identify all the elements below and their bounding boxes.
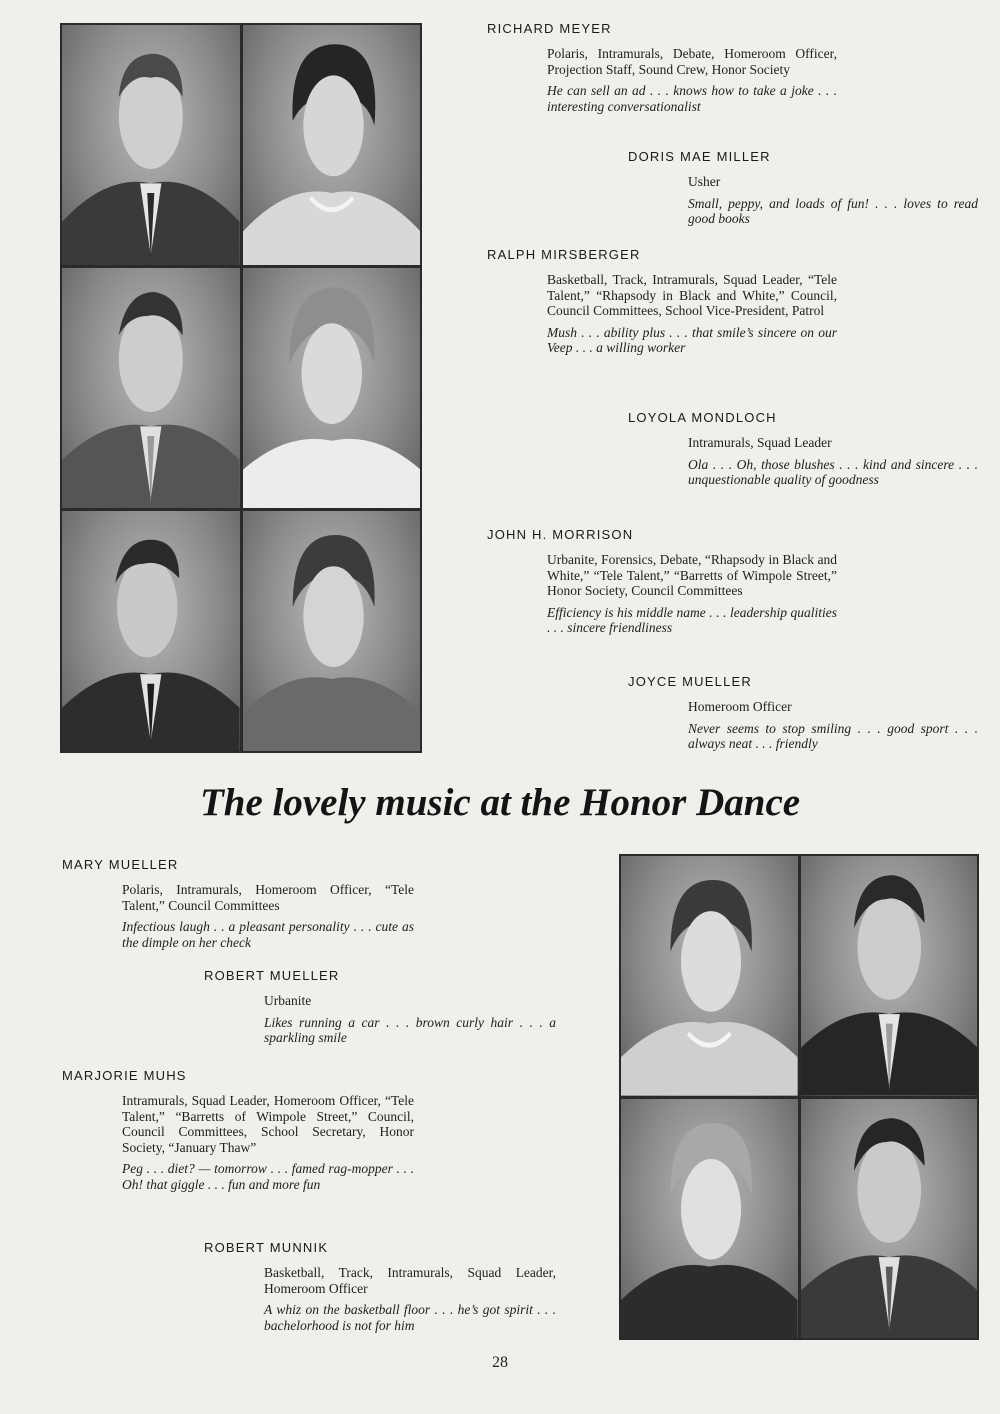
entry-robert-munnik <box>204 1240 556 1333</box>
photo-grid-bottom <box>619 854 979 1340</box>
photo-john-h-morrison <box>62 511 240 751</box>
photo-loyola-mondloch <box>243 268 421 508</box>
student-activities: Polaris, Intramurals, Homeroom Officer, “Tele Talent,” Council Committees <box>122 882 414 913</box>
student-quote: Peg . . . diet? — tomorrow . . . famed rag-mopper . . . Oh! that giggle . . . fun and more fun <box>122 1161 414 1192</box>
student-name: MARY MUELLER <box>62 857 179 872</box>
entry-mary-mueller <box>62 857 414 950</box>
student-quote: Ola . . . Oh, those blushes . . . kind and sincere . . . unquestionable quality of goodness <box>688 456 978 487</box>
photo-grid-top <box>60 23 422 753</box>
photo-richard-meyer <box>62 25 240 265</box>
student-name: MARJORIE MUHS <box>62 1068 187 1083</box>
entry-loyola-mondloch <box>628 410 978 488</box>
page-number: 28 <box>492 1354 508 1371</box>
student-activities: Urbanite <box>264 993 312 1008</box>
student-quote: Efficiency is his middle name . . . leadership qualities . . . sincere friendliness <box>547 604 837 635</box>
photo-joyce-mueller <box>243 511 421 751</box>
student-activities: Basketball, Track, Intramurals, Squad Leader, Homeroom Officer <box>264 1265 556 1296</box>
student-quote: Likes running a car . . . brown curly hair . . . a sparkling smile <box>264 1014 556 1045</box>
student-quote: Mush . . . ability plus . . . that smile’s sincere on our Veep . . . a willing worker <box>547 324 837 355</box>
entry-doris-mae-miller <box>628 149 978 227</box>
student-activities: Usher <box>688 174 721 189</box>
student-activities: Intramurals, Squad Leader, Homeroom Officer, “Tele Talent,” “Barretts of Wimpole Street,” Council, Council Committees, School Secretary, Honor Society, “January Thaw” <box>122 1093 414 1155</box>
entry-richard-meyer <box>487 21 837 114</box>
student-activities: Intramurals, Squad Leader <box>688 435 832 450</box>
student-name: JOHN H. MORRISON <box>487 527 634 542</box>
entry-joyce-mueller <box>628 674 978 752</box>
entry-john-h-morrison <box>487 527 837 636</box>
entry-ralph-mirsberger <box>487 247 837 356</box>
photo-mary-mueller <box>621 856 798 1096</box>
photo-doris-mae-miller <box>243 25 421 265</box>
entry-robert-mueller <box>204 968 556 1046</box>
student-quote: Small, peppy, and loads of fun! . . . loves to read good books <box>688 195 978 226</box>
student-quote: He can sell an ad . . . knows how to take a joke . . . interesting conversationalist <box>547 83 837 114</box>
student-activities: Polaris, Intramurals, Debate, Homeroom Officer, Projection Staff, Sound Crew, Honor Society <box>547 46 837 77</box>
student-name: DORIS MAE MILLER <box>628 149 771 164</box>
student-activities: Homeroom Officer <box>688 699 792 714</box>
student-name: ROBERT MUNNIK <box>204 1240 329 1255</box>
page-headline: The lovely music at the Honor Dance <box>199 781 801 824</box>
student-name: RALPH MIRSBERGER <box>487 247 641 262</box>
entry-marjorie-muhs <box>62 1068 414 1192</box>
student-name: RICHARD MEYER <box>487 21 612 36</box>
student-name: JOYCE MUELLER <box>628 674 752 689</box>
photo-robert-munnik <box>801 1099 978 1339</box>
student-quote: Never seems to stop smiling . . . good sport . . . always neat . . . friendly <box>688 720 978 751</box>
photo-marjorie-muhs <box>621 1099 798 1339</box>
photo-robert-mueller <box>801 856 978 1096</box>
student-activities: Urbanite, Forensics, Debate, “Rhapsody in Black and White,” “Tele Talent,” “Barretts of Wimpole Street,” Honor Society, Council Committees <box>547 552 837 598</box>
student-name: ROBERT MUELLER <box>204 968 340 983</box>
student-activities: Basketball, Track, Intramurals, Squad Leader, “Tele Talent,” “Rhapsody in Black and White,” Council, Council Committees, School Vice-President, Patrol <box>547 272 837 318</box>
student-quote: A whiz on the basketball floor . . . he’s got spirit . . . bachelorhood is not for him <box>264 1302 556 1333</box>
photo-ralph-mirsberger <box>62 268 240 508</box>
student-quote: Infectious laugh . . a pleasant personality . . . cute as the dimple on her check <box>122 919 414 950</box>
student-name: LOYOLA MONDLOCH <box>628 410 777 425</box>
